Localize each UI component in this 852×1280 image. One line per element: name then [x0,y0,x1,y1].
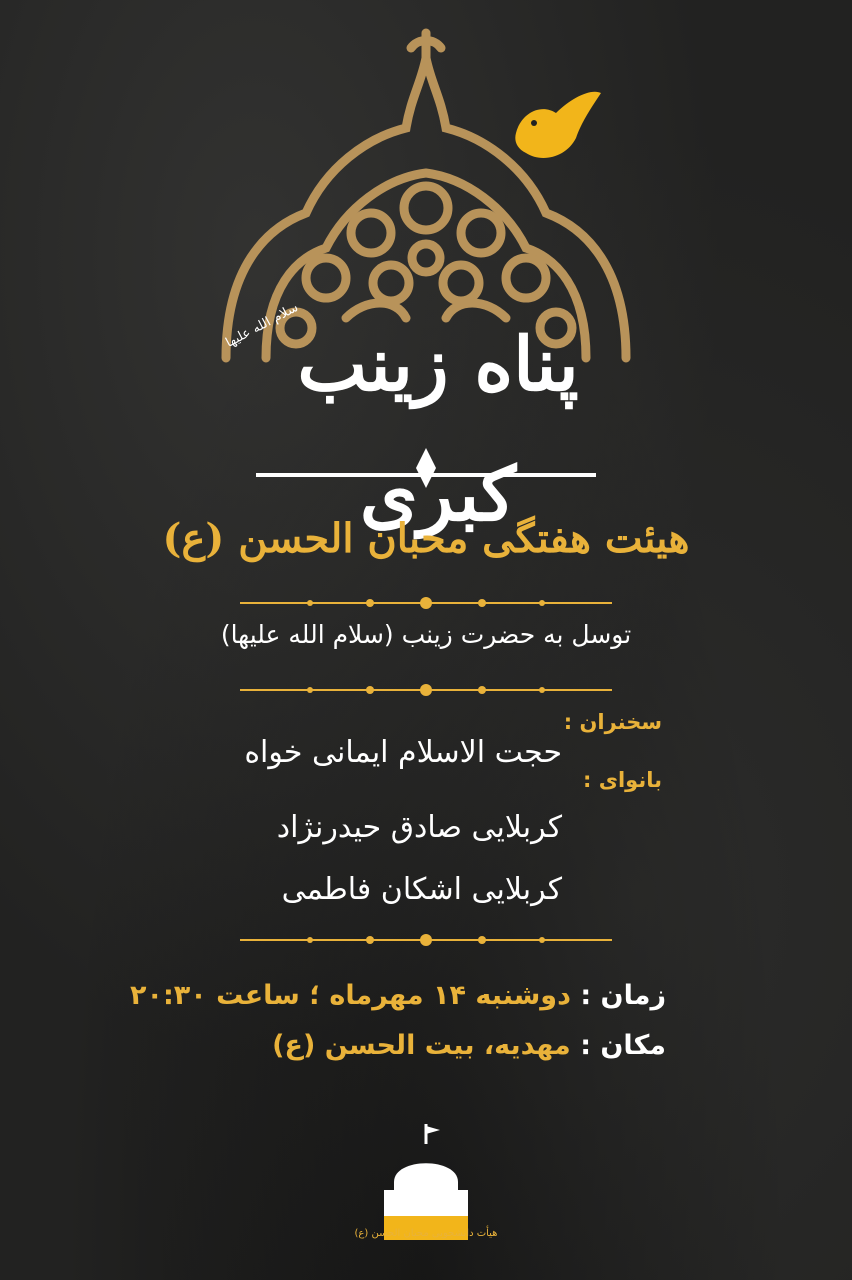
title-honorific: سلام الله علیها [223,300,301,351]
divider-bottom [240,930,612,950]
time-label: زمان : [580,980,666,1011]
logo-caption: هیأت دانشجویی محبان الحسن (ع) [354,1228,498,1239]
time-line [130,980,666,1011]
speaker-name: حجت الاسلام ایمانی خواه [244,735,562,770]
poster-title: پناه زینب کبری [297,322,579,538]
time-value: دوشنبه ۱۴ مهرماه ؛ ساعت ۲۰:۳۰ [130,980,571,1011]
bird-icon [515,92,601,158]
speaker-label: سخنران : [563,710,662,734]
reciter-1: کربلایی صادق حیدرنژاد [276,810,562,845]
subtitle: توسل به حضرت زینب (سلام الله علیها) [220,620,632,649]
divider-top [240,593,612,613]
place-label: مکان : [580,1030,666,1061]
reciters-label: بانوای : [583,768,662,792]
place-value: مهدیه، بیت الحسن (ع) [272,1030,571,1061]
reciter-2: کربلایی اشکان فاطمی [281,872,562,907]
divider-middle [240,680,612,700]
heyat-name: هیئت هفتگی محبان الحسن (ع) [162,515,690,562]
place-line [272,1030,666,1061]
